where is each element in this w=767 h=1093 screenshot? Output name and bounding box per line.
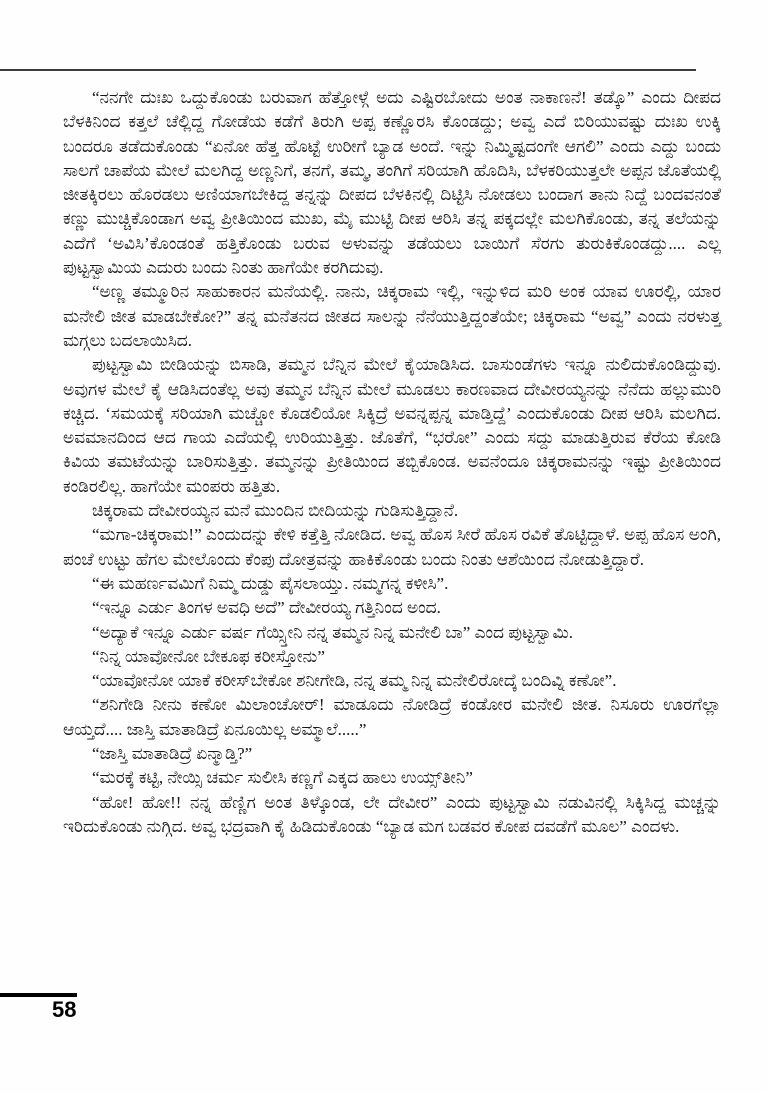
page-number: 58 bbox=[52, 997, 77, 1022]
paragraph: “ಹೋ! ಹೋ!! ನನ್ನ ಹೆಣ್ಣಿಗ ಅಂತ ತಿಳ್ಕೊಂಡ, ಲೇ ದೇವೀರ” ಎಂದು ಪುಟ್ಟಸ್ವಾಮಿ ನಡುವಿನಲ್ಲಿ ಸಿಕ್ಕಿಸಿದ್ದ ಮಚ್ಚನ್ನು ಇರಿದುಕೊಂಡು ನುಗ್ಗಿದ. ಅವ್ವ ಭದ್ರವಾಗಿ ಕೈ ಹಿಡಿದುಕೊಂಡು “ಬ್ಯಾಡ ಮಗ ಬಡವರ ಕೋಪ ದವಡೆಗೆ ಮೂಲ” ಎಂದಳು. bbox=[63, 792, 721, 836]
paragraph: “ಶನಿಗೇಡಿ ನೀನು ಕಣೋ ಮಿಲಾಂಚೋರ್! ಮಾಡೂದು ನೋಡಿದ್ರೆ ಕಂಡೋರ ಮನೇಲಿ ಜೀತ. ನಿಸೂರು ಊರಗೆಲ್ಲಾ ಆಯ್ತದೆ.... ಜಾಸ್ತಿ ಮಾತಾಡಿದ್ರೆ ಏನೂಯಿಲ್ಲ ಅಮ್ಮಾಲೆ.....” bbox=[63, 695, 721, 739]
paragraph: “ಅಣ್ಣ ತಮ್ಮೂರಿನ ಸಾಹುಕಾರನ ಮನೆಯಲ್ಲಿ. ನಾನು, ಚಿಕ್ಕರಾಮ ಇಲ್ಲಿ, ಇನ್ನುಳಿದ ಮರಿ ಅಂಕ ಯಾವ ಊರಲ್ಲಿ, ಯಾರ ಮನೇಲಿ ಜೀತ ಮಾಡಬೇಕೋ?” ತನ್ನ ಮನೆತನದ ಜೀತದ ಸಾಲನ್ನು ನೆನೆಯುತ್ತಿದ್ದಂತೆಯೇ; ಚಿಕ್ಕರಾಮ “ಅವ್ವ” ಎಂದು ನರಳುತ್ತ ಮಗ್ಗಲು ಬದಲಾಯಿಸಿದ. bbox=[63, 282, 721, 350]
paragraph: “ಇನ್ನೂ ಎರ್ಡು ತಿಂಗಳ ಅವಧಿ ಅದೆ” ದೇವೀರಯ್ಯ ಗತ್ತಿನಿಂದ ಅಂದ. bbox=[92, 598, 441, 618]
paragraph: “ಜಾಸ್ತಿ ಮಾತಾಡಿದ್ರೆ ಏನ್ಮಾಡ್ತಿ?” bbox=[92, 744, 253, 764]
header-rule bbox=[0, 69, 696, 71]
paragraph: “ನಿನ್ನ ಯಾವೋನೋ ಬೇಕೂಫ ಕರೀಸ್ತೋನು” bbox=[92, 646, 325, 666]
paragraph: ಪುಟ್ಟಸ್ವಾಮಿ ಬೀಡಿಯನ್ನು ಬಿಸಾಡಿ, ತಮ್ಮನ ಬೆನ್ನಿನ ಮೇಲೆ ಕೈಯಾಡಿಸಿದ. ಬಾಸುಂಡೆಗಳು ಇನ್ನೂ ನುಲಿದುಕೊಂಡಿದ್ದುವು. ಅವುಗಳ ಮೇಲೆ ಕೈ ಆಡಿಸಿದಂತೆಲ್ಲ ಅವು ತಮ್ಮನ ಬೆನ್ನಿನ ಮೇಲೆ ಮೂಡಲು ಕಾರಣವಾದ ದೇವೀರಯ್ಯನನ್ನು ನೆನೆದು ಹಲ್ಲುಮುರಿ ಕಚ್ಚಿದ. ‘ಸಮಯಕ್ಕೆ ಸರಿಯಾಗಿ ಮಚ್ಚೋ ಕೊಡಲಿಯೋ ಸಿಕ್ಕಿದ್ರೆ ಅವನ್ನಪ್ಪನ್ನ ಮಾಡ್ತಿದ್ದೆ’ ಎಂದುಕೊಂಡು ದೀಪ ಆರಿಸಿ ಮಲಗಿದ. ಅವಮಾನದಿಂದ ಆದ ಗಾಯ ಎದೆಯಲ್ಲಿ ಉರಿಯುತ್ತಿತ್ತು. ಜೊತೆಗೆ, “ಭರೋ” ಎಂದು ಸದ್ದು ಮಾಡುತ್ತಿರುವ ಕೆರೆಯ ಕೋಡಿ ಕಿವಿಯ ತಮಟೆಯನ್ನು ಬಾರಿಸುತ್ತಿತ್ತು. ತಮ್ಮನನ್ನು ಪ್ರೀತಿಯಿಂದ ತಬ್ಬಿಕೊಂಡ. ಅವನೆಂದೂ ಚಿಕ್ಕರಾಮನನ್ನು ಇಷ್ಟು ಪ್ರೀತಿಯಿಂದ ಕಂಡಿರಲಿಲ್ಲ. ಹಾಗೆಯೇ ಮಂಪರು ಹತ್ತಿತು. bbox=[63, 355, 721, 496]
paragraph: “ಮಗಾ-ಚಿಕ್ಕರಾಮ!” ಎಂದುದನ್ನು ಕೇಳಿ ಕತ್ತೆತ್ತಿ ನೋಡಿದ. ಅವ್ವ ಹೊಸ ಸೀರೆ ಹೊಸ ರವಿಕೆ ತೊಟ್ಟಿದ್ದಾಳೆ. ಅಪ್ಪ ಹೊಸ ಅಂಗಿ, ಪಂಚೆ ಉಟ್ಟು ಹೆಗಲ ಮೇಲೊಂದು ಕೆಂಪು ದೋತ್ರವನ್ನು ಹಾಕಿಕೊಂಡು ಬಂದು ನಿಂತು ಆಶೆಯಿಂದ ನೋಡುತ್ತಿದ್ದಾರೆ. bbox=[63, 525, 721, 569]
body-text bbox=[63, 86, 721, 839]
paragraph: “ಯಾವೋನೋ ಯಾಕೆ ಕರೀಸ್‌ಬೇಕೋ ಶನೀಗೇಡಿ, ನನ್ನ ತಮ್ಮ ನಿನ್ನ ಮನೇಲಿರೋದ್ಕೆ ಬಂದಿವ್ನಿ ಕಣೋ”. bbox=[92, 671, 617, 691]
paragraph: “ಮರಕ್ಕೆ ಕಟ್ಟಿ, ನೇಯ್ಸಿ ಚರ್ಮ ಸುಲೀಸಿ ಕಣ್ಣಗೆ ಎಕ್ಕದ ಹಾಲು ಉಯ್ಸ್‌ತೀನಿ” bbox=[92, 768, 473, 788]
paragraph: ಚಿಕ್ಕರಾಮ ದೇವೀರಯ್ಯನ ಮನೆ ಮುಂದಿನ ಬೀದಿಯನ್ನು ಗುಡಿಸುತ್ತಿದ್ದಾನೆ. bbox=[92, 501, 459, 521]
paragraph: “ಅದ್ಯಾಕೆ ಇನ್ನೂ ಎರ್ಡು ವರ್ಷ ಗೆಯ್ಸ್ತೀನಿ ನನ್ನ ತಮ್ಮನ ನಿನ್ನ ಮನೇಲಿ ಬಾ” ಎಂದ ಪುಟ್ಟಸ್ವಾಮಿ. bbox=[92, 622, 574, 642]
paragraph: “ನನಗೇ ದುಃಖ ಒದ್ದುಕೊಂಡು ಬರುವಾಗ ಹೆತ್ತೋಳ್ಗೆ ಅದು ಎಷ್ಟಿರಬೋದು ಅಂತ ನಾಕಾಣನೆ! ತಡ್ಕೊ” ಎಂದು ದೀಪದ ಬೆಳಕಿನಿಂದ ಕತ್ತಲೆ ಚೆಲ್ಲಿದ್ದ ಗೋಡೆಯ ಕಡೆಗೆ ತಿರುಗಿ ಅಪ್ಪ ಕಣ್ಣೊರಸಿ ಕೊಂಡದ್ದು; ಅವ್ವ ಎದೆ ಬಿರಿಯುವಷ್ಟು ದುಃಖ ಉಕ್ಕಿ ಬಂದರೂ ತಡೆದುಕೊಂಡು “ಏನೋ ಹೆತ್ತ ಹೊಟ್ಟೆ ಉರೀಗೆ ಬ್ಯಾಡ ಅಂದೆ. ಇನ್ನು ನಿಮ್ಮಿಷ್ಟದಂಗೇ ಆಗಲಿ” ಎಂದು ಎದ್ದು ಬಂದು ಸಾಲಗೆ ಚಾಪೆಯ ಮೇಲೆ ಮಲಗಿದ್ದ ಅಣ್ಣನಿಗೆ, ತನಗೆ, ತಮ್ಮ, ತಂಗಿಗೆ ಸರಿಯಾಗಿ ಹೊದಿಸಿ, ಬೆಳಕರಿಯುತ್ತಲೇ ಅಪ್ಪನ ಜೊತೆಯಲ್ಲಿ ಜೀತಕ್ಕಿರಲು ಹೊರಡಲು ಅಣಿಯಾಗಬೇಕಿದ್ದ ತನ್ನನ್ನು ದೀಪದ ಬೆಳಕಿನಲ್ಲಿ ದಿಟ್ಟಿಸಿ ನೋಡಲು ಬಂದಾಗ ತಾನು ನಿದ್ದೆ ಬಂದವನಂತೆ ಕಣ್ಣು ಮುಚ್ಚಿಕೊಂಡಾಗ ಅವ್ವ ಪ್ರೀತಿಯಿಂದ ಮುಖ, ಮೈ ಮುಟ್ಟಿ ದೀಪ ಆರಿಸಿ ತನ್ನ ಪಕ್ಕದಲ್ಲೇ ಮಲಗಿಕೊಂಡು, ತನ್ನ ತಲೆಯನ್ನು ಎದೆಗೆ ‘ಅವಿಸಿ’ಕೊಂಡಂತೆ ಹತ್ತಿಕೊಂಡು ಬರುವ ಅಳುವನ್ನು ತಡೆಯಲು ಬಾಯಿಗೆ ಸೆರಗು ತುರುಕಿಕೊಂಡದ್ದು.... ಎಲ್ಲ ಪುಟ್ಟಸ್ವಾಮಿಯ ಎದುರು ಬಂದು ನಿಂತು ಹಾಗೆಯೇ ಕರಗಿದುವು. bbox=[63, 88, 721, 278]
paragraph: “ಈ ಮಹರ್ಣವಮಿಗೆ ನಿಮ್ಮ ದುಡ್ಡು ಪೈಸಲಾಯ್ತು. ನಮ್ಮಗನ್ನ ಕಳೀಸಿ”. bbox=[92, 573, 449, 593]
